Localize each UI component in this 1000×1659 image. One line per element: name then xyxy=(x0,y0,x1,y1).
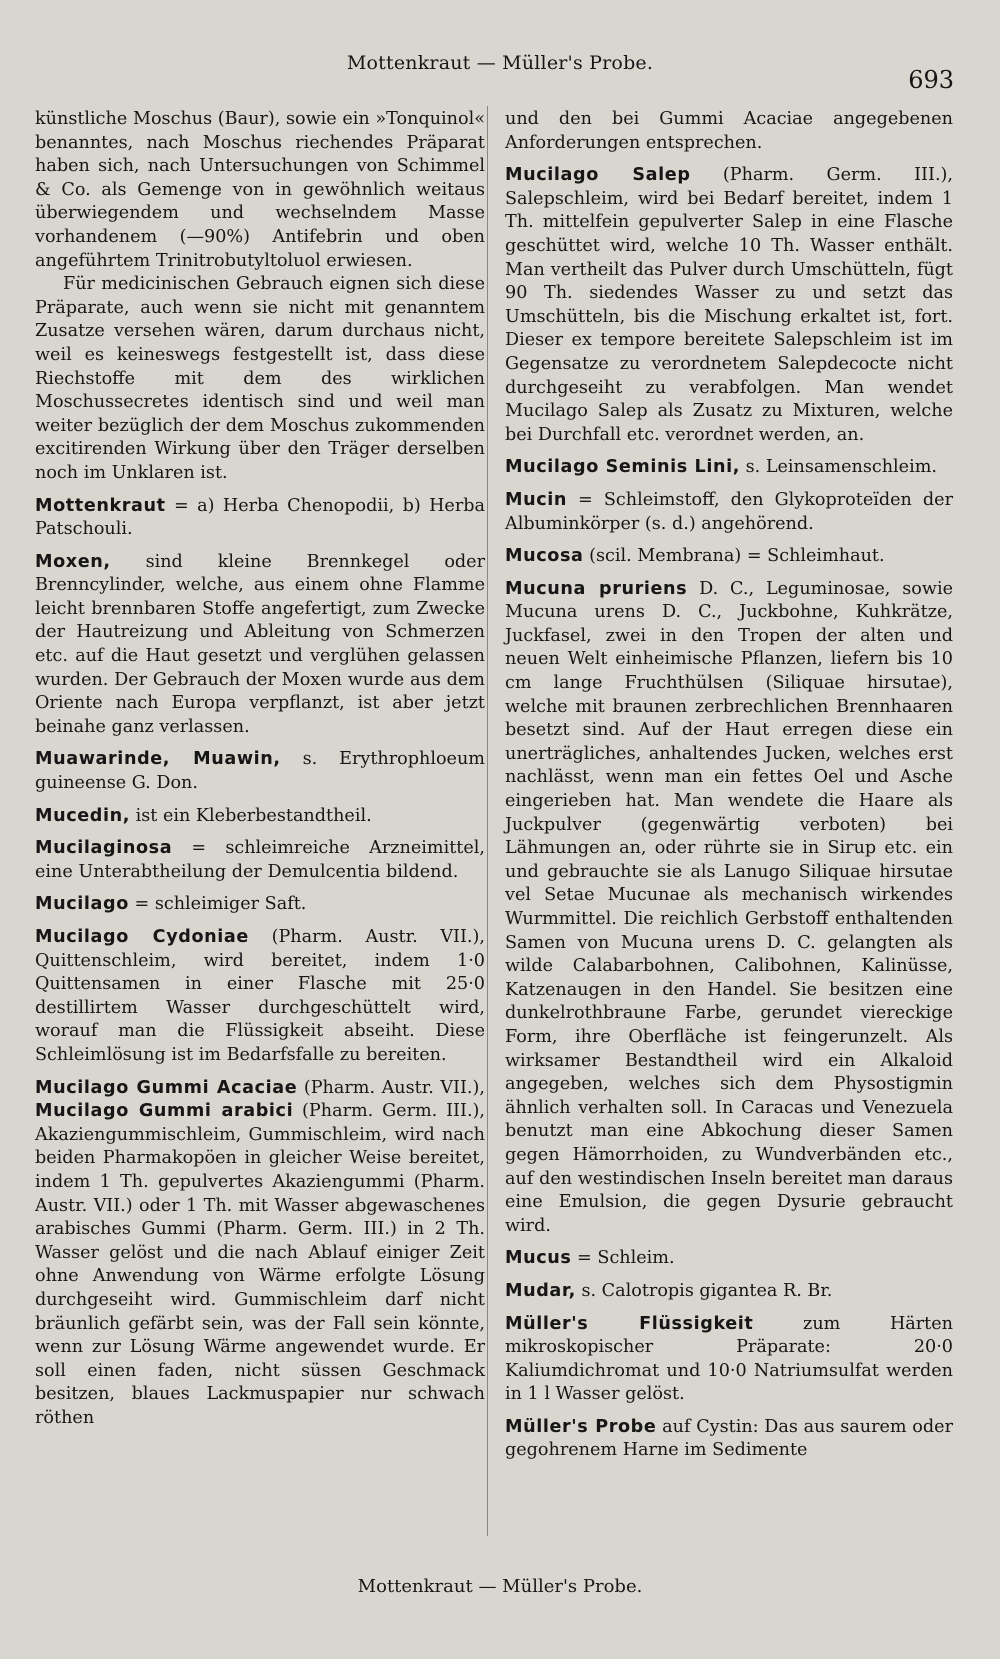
entry-text: = schleimreiche Arzneimittel, eine Unterabtheilung der Demulcentia bildend. xyxy=(35,838,485,882)
paragraph: und den bei Gummi Acaciae angegebenen Anforderungen entsprechen. xyxy=(505,109,953,153)
entry-keyword: Mucilaginosa xyxy=(35,838,173,859)
entry-text: s. Erythrophloeum guineense G. Don. xyxy=(35,749,485,794)
entry-muellers-probe xyxy=(505,1416,953,1463)
entry-text: = schleimiger Saft. xyxy=(128,894,307,915)
entry-text: (Pharm. Austr. VII.), Quittenschleim, wird bereitet, indem 1·0 Quittensamen in einer Flasche mit 25·0 destillirtem Wasser durchgeschüttelt wird, worauf man die Flüssigkeit abseiht. Diese Schleimlösung ist im Bedarfsfalle zu bereiten. xyxy=(35,927,485,1065)
entry-text: (scil. Membrana) = Schleimhaut. xyxy=(583,546,885,567)
entry-keyword: Mucilago Cydoniae xyxy=(35,927,249,947)
entry-text: ist ein Kleberbestandtheil. xyxy=(130,805,372,826)
entry-text: = a) Herba Chenopodii, b) Herba Patschouli. xyxy=(35,495,485,540)
entry-keyword: Mucilago Salep xyxy=(505,165,691,186)
entry-mucuna-pruriens xyxy=(505,578,953,1239)
entry-text: = Schleim. xyxy=(571,1248,675,1269)
entry-keyword: Mucedin, xyxy=(35,805,131,826)
entry-mucilago-gummi-acaciae xyxy=(35,1077,485,1431)
entry-keyword: Mottenkraut xyxy=(35,495,166,516)
page-number: 693 xyxy=(908,66,954,94)
entry-keyword: Müller's Probe xyxy=(505,1416,657,1437)
entry-keyword: Mucilago Gummi arabici xyxy=(35,1101,294,1122)
entry-keyword: Mudar, xyxy=(505,1280,576,1301)
entry-text: (Pharm. Germ. III.), Akaziengummischleim, Gummischleim, wird nach beiden Pharmakopöen in gleicher Weise bereitet, indem 1 Th. gepulvertes Akaziengummi (Pharm. Austr. VII.) oder 1 Th. mit Wasser abgewaschenes arabisches Gummi (Pharm. Germ. III.) in 2 Th. Wasser gelöst und die nach Ablauf einiger Zeit ohne Anwendung von Wärme erfolgte Lösung durchgeseiht wird. Gummischleim darf nicht bräunlich gefärbt sein, was der Fall sein könnte, wenn zur Lösung Wärme angewendet wurde. Er soll einen faden, nicht süssen Geschmack besitzen, blaues Lackmuspapier nur schwach röthen xyxy=(35,1101,485,1428)
entry-keyword: Mucilago Gummi Acaciae xyxy=(35,1077,298,1098)
entry-mudar xyxy=(505,1280,953,1304)
entry-text: = Schleimstoff, den Glykoproteïden der Albuminkörper (s. d.) angehörend. xyxy=(505,489,953,534)
entry-mucilago xyxy=(35,893,485,917)
entry-keyword: Mucus xyxy=(505,1248,572,1269)
entry-text: zum Härten mikroskopischer Präparate: 20·0 Kaliumdichromat und 10·0 Natriumsulfat werden in 1 l Wasser gelöst. xyxy=(505,1313,953,1405)
running-head: Mottenkraut — Müller's Probe. xyxy=(346,52,654,74)
entry-keyword: Muawarinde, Muawin, xyxy=(35,749,281,770)
entry-text: auf Cystin: Das aus saurem oder gegohrenem Harne im Sedimente xyxy=(505,1416,953,1461)
entry-mucilago-cydoniae xyxy=(35,926,485,1068)
entry-moxen xyxy=(35,551,485,740)
entry-keyword: Müller's Flüssigkeit xyxy=(505,1313,754,1334)
entry-keyword: Mucilago xyxy=(35,894,129,915)
entry-keyword: Moxen, xyxy=(35,551,111,572)
entry-keyword: Mucuna pruriens xyxy=(505,578,688,599)
entry-mucilaginosa xyxy=(35,837,485,884)
entry-muawarinde xyxy=(35,748,485,795)
entry-keyword: Mucin xyxy=(505,489,568,510)
entry-mucilago-salep xyxy=(505,164,953,447)
entry-text: (Pharm. Germ. III.), Salepschleim, wird bei Bedarf bereitet, indem 1 Th. mittelfein gepulverter Salep in eine Flasche geschüttet wird, welche 10 Th. Wasser enthält. Man vertheilt das Pulver durch Umschütteln, fügt 90 Th. siedendes Wasser zu und setzt das Umschütteln, bis die Mischung erkaltet ist, fort. Dieser ex tempore bereitete Salepschleim ist im Gegensatze zu verordnetem Salepdecocte nicht durchgeseiht zu verabfolgen. Man wendet Mucilago Salep als Zusatz zu Mixturen, welche bei Durchfall etc. verordnet werden, an. xyxy=(505,165,953,445)
entry-keyword: Mucosa xyxy=(505,546,584,567)
entry-text: (Pharm. Austr. VII.), xyxy=(297,1077,485,1098)
entry-mucin xyxy=(505,489,953,536)
column-divider xyxy=(487,106,488,1536)
left-column xyxy=(35,108,485,1430)
entry-text: s. Leinsamenschleim. xyxy=(740,457,937,478)
entry-muellers-fluessigkeit xyxy=(505,1313,953,1407)
entry-mottenkraut xyxy=(35,495,485,542)
entry-text: D. C., Leguminosae, sowie Mucuna urens D. C., Juckbohne, Kuhkrätze, Juckfasel, zwei in den Tropen der alten und neuen Welt einheimische Pflanzen, liefern bis 10 cm lange Fruchthülsen (Siliquae hirsutae), welche mit braunen zerbrechlichen Brennhaaren besetzt sind. Auf der Haut erregen diese ein unerträgliches, anhaltendes Jucken, welches erst nachlässt, wenn man ein fettes Oel und Asche eingerieben hat. Man wendete die Haare als Juckpulver (gegenwärtig verboten) bei Lähmungen an, oder rührte sie in Sirup etc. ein und gebrauchte sie als Lanugo Siliquae hirsutae vel Setae Mucunae als mechanisch wirkendes Wurmmittel. Die reichlich Gerbstoff enthaltenden Samen von Mucuna urens D. C. gelangten als wilde Calabarbohnen, Calibohnen, Kalinüsse, Katzenaugen in den Handel. Sie besitzen eine dunkelrothbraune Farbe, gerundet viereckige Form, ihre Oberfläche ist feingerunzelt. Als wirksamer Bestandtheil wird ein Alkaloid angegeben, welches sich dem Physostigmin ähnlich verhalten soll. In Caracas und Venezuela benutzt man eine Abkochung dieser Samen gegen Hämorrhoiden, zu Wundverbänden etc., auf den westindischen Inseln bereitet man daraus eine Emulsion, die gegen Dysurie gebraucht wird. xyxy=(505,578,953,1236)
entry-mucus xyxy=(505,1247,953,1271)
paragraph: Für medicinischen Gebrauch eignen sich diese Präparate, auch wenn sie nicht mit genanntem Zusatze versehen wären, darum durchaus nicht, weil es keineswegs festgestellt ist, dass diese Riechstoffe mit dem des wirklichen Moschussecretes identisch sind und weil man weiter bezüglich der dem Moschus zukommenden excitirenden Wirkung über den Träger derselben noch im Unklaren ist. xyxy=(35,274,485,483)
right-column xyxy=(505,108,953,1463)
entry-mucosa xyxy=(505,545,953,569)
entry-text: sind kleine Brennkegel oder Brenncylinder, welche, aus einem ohne Flamme leicht brennbaren Stoffe angefertigt, zum Zwecke der Hautreizung und Ableitung von Schmerzen etc. auf die Haut gesetzt und verglühen gelassen wurden. Der Gebrauch der Moxen wurde aus dem Oriente nach Europa verpflanzt, ist aber jetzt beinahe ganz verlassen. xyxy=(35,551,485,737)
entry-mucilago-seminis-lini xyxy=(505,456,953,480)
entry-text: s. Calotropis gigantea R. Br. xyxy=(575,1280,833,1301)
entry-mucedin xyxy=(35,805,485,829)
page-footer: Mottenkraut — Müller's Probe. xyxy=(357,1576,643,1597)
paragraph: künstliche Moschus (Baur), sowie ein »Tonquinol« benanntes, nach Moschus riechendes Präparat haben sich, nach Untersuchungen von Schimmel & Co. als Gemenge von in gewöhnlich weitaus überwiegendem und wechselndem Masse vorhandenem (—90%) Antifebrin und oben angeführtem Trinitrobutyltoluol erwiesen. xyxy=(35,109,485,271)
entry-keyword: Mucilago Seminis Lini, xyxy=(505,457,741,478)
